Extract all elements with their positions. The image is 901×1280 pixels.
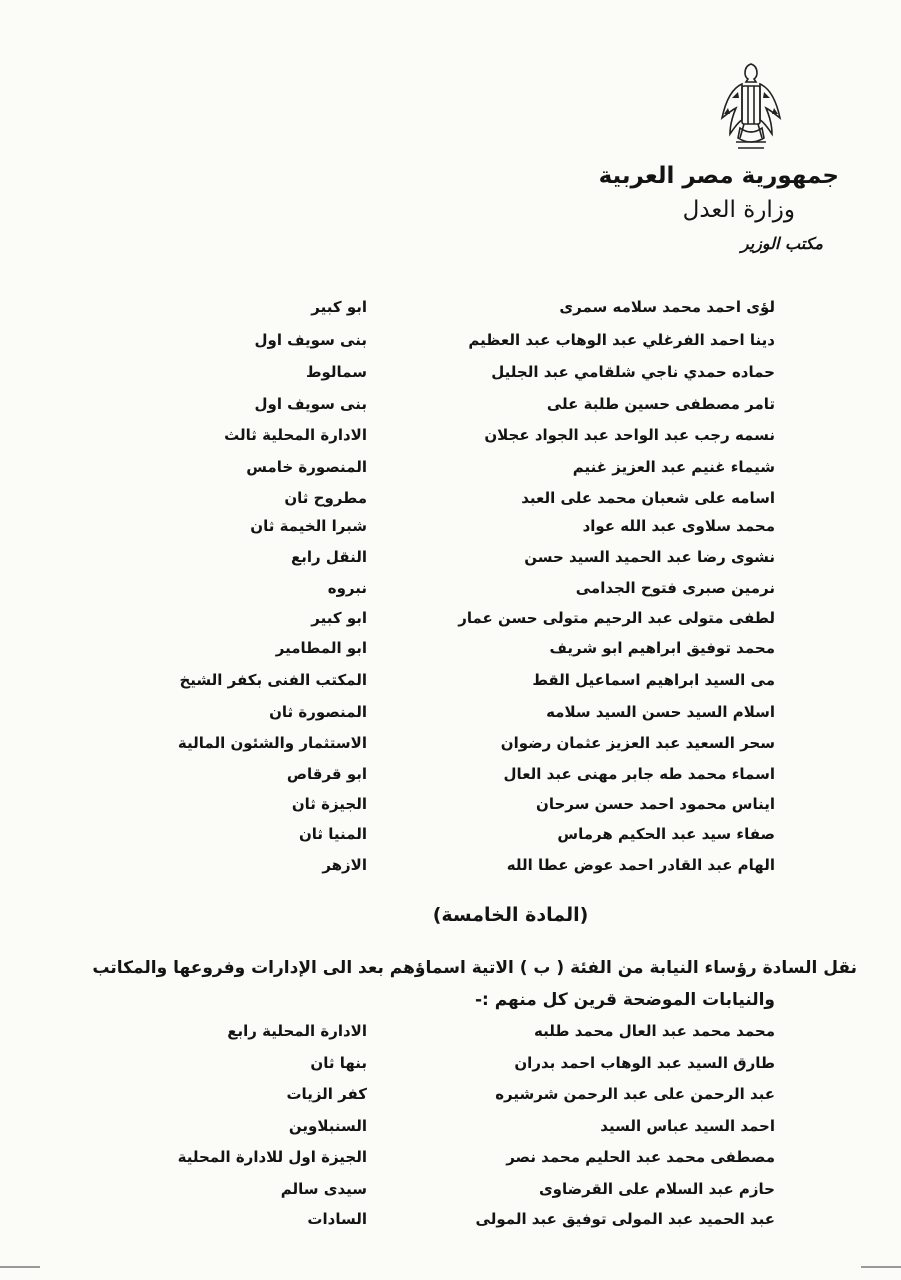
destination: الادارة المحلية رابع — [227, 1022, 367, 1040]
employee-name: محمد توفيق ابراهيم ابو شريف — [549, 639, 775, 657]
employee-name: ايناس محمود احمد حسن سرحان — [536, 795, 775, 813]
scan-edge-divider — [0, 1266, 40, 1268]
list-item — [0, 697, 901, 727]
list-item — [0, 665, 901, 695]
list-item — [0, 452, 901, 482]
destination: سمالوط — [305, 363, 367, 381]
destination: الازهر — [322, 856, 367, 874]
list-item — [0, 542, 901, 572]
employee-name: لطفى متولى عبد الرحيم متولى حسن عمار — [458, 609, 775, 627]
list-item — [0, 292, 901, 322]
article-heading: (المادة الخامسة) — [432, 904, 589, 926]
employee-name: نرمين صبرى فتوح الجدامى — [575, 579, 775, 597]
list-item — [0, 1204, 901, 1234]
employee-name: مى السيد ابراهيم اسماعيل القط — [532, 671, 775, 689]
article-paragraph-line-1: نقل السادة رؤساء النيابة من الفئة ( ب ) الاتية اسماؤهم بعد الى الإدارات وفروعها والمكاتب — [92, 958, 857, 978]
list-item — [0, 420, 901, 450]
list-item — [0, 389, 901, 419]
destination: الجيزة اول للادارة المحلية — [177, 1148, 367, 1166]
employee-name: محمد سلاوى عبد الله عواد — [582, 517, 775, 535]
employee-name: حازم عبد السلام على القرضاوى — [538, 1180, 775, 1198]
employee-name: طارق السيد عبد الوهاب احمد بدران — [514, 1054, 775, 1072]
destination: المنيا ثان — [299, 825, 367, 843]
destination: ابو المطامير — [275, 639, 367, 657]
destination: الادارة المحلية ثالث — [224, 426, 367, 444]
employee-name: نشوى رضا عبد الحميد السيد حسن — [524, 548, 775, 566]
list-item — [0, 1079, 901, 1109]
list-item — [0, 850, 901, 880]
list-item — [0, 759, 901, 789]
destination: السادات — [307, 1210, 367, 1228]
destination: كفر الزيات — [286, 1085, 367, 1103]
destination: السنبلاوين — [288, 1117, 367, 1135]
list-item — [0, 819, 901, 849]
list-item — [0, 1016, 901, 1046]
employee-name: اسامه على شعبان محمد على العبد — [521, 489, 775, 507]
destination: ابو قرقاص — [286, 765, 367, 783]
ministry-heading: وزارة العدل — [682, 197, 795, 223]
list-item — [0, 603, 901, 633]
destination: المكتب الفنى بكفر الشيخ — [179, 671, 367, 689]
destination: النقل رابع — [291, 548, 367, 566]
employee-name: لؤى احمد محمد سلامه سمرى — [559, 298, 775, 316]
employee-name: شيماء غنيم عبد العزيز غنيم — [572, 458, 775, 476]
destination: مطروح ثان — [284, 489, 367, 507]
list-item — [0, 1142, 901, 1172]
list-item — [0, 573, 901, 603]
destination: بنها ثان — [310, 1054, 367, 1072]
destination: المنصورة ثان — [269, 703, 367, 721]
destination: شبرا الخيمة ثان — [250, 517, 367, 535]
list-item — [0, 1048, 901, 1078]
eagle-emblem-icon — [718, 58, 784, 158]
employee-name: مصطفى محمد عبد الحليم محمد نصر — [506, 1148, 775, 1166]
destination: سيدى سالم — [280, 1180, 367, 1198]
employee-name: سحر السعيد عبد العزيز عثمان رضوان — [500, 734, 775, 752]
list-item — [0, 511, 901, 541]
country-heading: جمهورية مصر العربية — [598, 163, 839, 189]
employee-name: دينا احمد الفرغلي عبد الوهاب عبد العظيم — [468, 331, 775, 349]
employee-name: صفاء سيد عبد الحكيم هرماس — [557, 825, 775, 843]
list-item — [0, 483, 901, 513]
destination: نبروه — [327, 579, 367, 597]
destination: الاستثمار والشئون المالية — [177, 734, 367, 752]
letterhead — [599, 160, 839, 260]
destination: بنى سويف اول — [254, 331, 367, 349]
employee-name: اسلام السيد حسن السيد سلامه — [546, 703, 775, 721]
employee-name: احمد السيد عباس السيد — [600, 1117, 775, 1135]
destination: بنى سويف اول — [254, 395, 367, 413]
list-item — [0, 325, 901, 355]
destination: ابو كبير — [311, 609, 367, 627]
employee-name: اسماء محمد طه جابر مهنى عبد العال — [503, 765, 775, 783]
destination: المنصورة خامس — [246, 458, 367, 476]
list-item — [0, 789, 901, 819]
employee-name: تامر مصطفى حسين طلبة على — [546, 395, 775, 413]
scan-edge-divider — [861, 1266, 901, 1268]
employee-name: نسمه رجب عبد الواحد عبد الجواد عجلان — [484, 426, 775, 444]
destination: ابو كبير — [311, 298, 367, 316]
employee-name: حماده حمدي ناجي شلقامي عبد الجليل — [491, 363, 775, 381]
office-heading: مكتب الوزير — [740, 234, 823, 253]
employee-name: الهام عبد القادر احمد عوض عطا الله — [506, 856, 775, 874]
destination: الجيزة ثان — [291, 795, 367, 813]
list-item — [0, 633, 901, 663]
employee-name: عبد الرحمن على عبد الرحمن شرشيره — [495, 1085, 775, 1103]
list-item — [0, 1111, 901, 1141]
list-item — [0, 728, 901, 758]
list-item — [0, 1174, 901, 1204]
list-item — [0, 357, 901, 387]
employee-name: محمد محمد عبد العال محمد طلبه — [534, 1022, 775, 1040]
employee-name: عبد الحميد عبد المولى توفيق عبد المولى — [475, 1210, 775, 1228]
article-paragraph-line-2: والنيابات الموضحة قرين كل منهم :- — [474, 990, 775, 1010]
